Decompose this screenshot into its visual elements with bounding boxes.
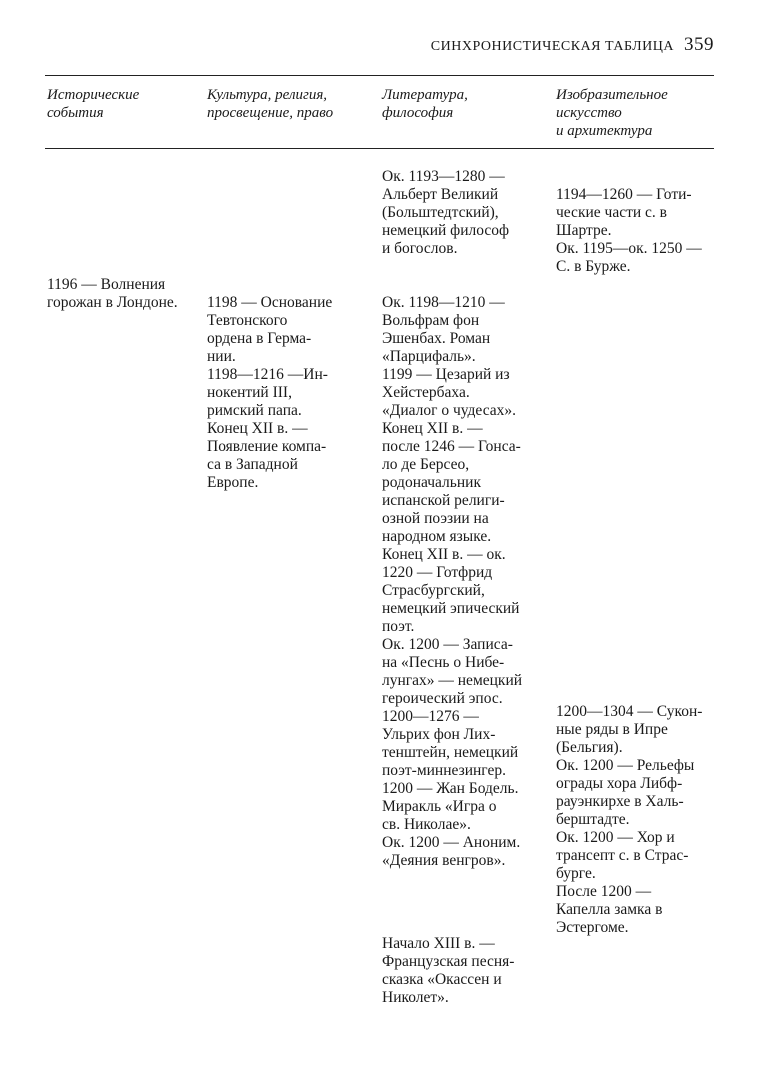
art-entry-1: 1194—1260 — Готи- ческие части с. в Шартре. Ок. 1195—ок. 1250 — С. в Бурже.: [556, 186, 702, 275]
page-number: 359: [684, 34, 714, 55]
literature-entry-2: Ок. 1198—1210 — Вольфрам фон Эшенбах. Роман «Парцифаль». 1199 — Цезарий из Хейстербаха. «Диалог о чудесах». Конец XII в. — после 1246 — Гонса- ло де Берсео, родоначальник испанской религи- озной поэзии на народном языке. Конец XII в. — ок. 1220 — Готфрид Страсбургский, немецкий эпический поэт. Ок. 1200 — Записа- на «Песнь о Нибе- лунгах» — немецкий героический эпос. 1200—1276 — Ульрих фон Лих- тенштейн, немецкий поэт-миннезингер. 1200 — Жан Бодель. Миракль «Игра о св. Николае». Ок. 1200 — Аноним. «Деяния венгров».: [382, 294, 523, 869]
art-entry-2: 1200—1304 — Сукон- ные ряды в Ипре (Бельгия). Ок. 1200 — Рельефы ограды хора Либф- рауэнкирхе в Халь- берштадте. Ок. 1200 — Хор и трансепт с. в Страс- бурге. После 1200 — Капелла замка в Эстергоме.: [556, 703, 703, 936]
column-header-culture: Культура, религия, просвещение, право: [207, 87, 334, 121]
literature-entry-1: Ок. 1193—1280 — Альберт Великий (Больштедтский), немецкий философ и богослов.: [382, 168, 510, 257]
running-head-title: СИНХРОНИСТИЧЕСКАЯ ТАБЛИЦА: [430, 39, 674, 54]
table-top-rule: [45, 75, 714, 76]
column-header-literature: Литература, философия: [382, 87, 468, 121]
column-header-art: Изобразительное искусство и архитектура: [556, 87, 668, 139]
running-head: [48, 34, 714, 56]
literature-entry-3: Начало XIII в. — Французская песня- сказка «Окассен и Николет».: [382, 935, 515, 1006]
history-entry-1: 1196 — Волнения горожан в Лондоне.: [47, 276, 178, 311]
culture-entry-1: 1198 — Основание Тевтонского ордена в Герма- нии. 1198—1216 —Ин- нокентий III, римский папа. Конец XII в. — Появление компа- са в Западной Европе.: [207, 294, 333, 491]
column-header-history: Исторические события: [47, 87, 140, 121]
table-header-rule: [45, 148, 714, 149]
